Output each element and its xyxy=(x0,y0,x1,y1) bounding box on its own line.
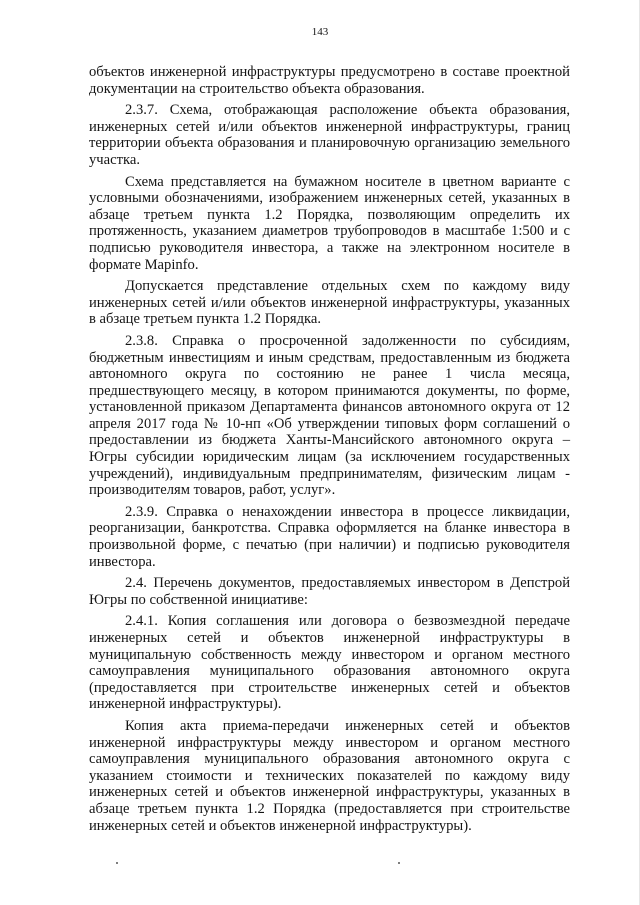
paragraph-2-3-9: 2.3.9. Справка о ненахождении инвестора в процессе ликвидации, реорганизации, банкротства. Справка оформляется на бланке инвестора в произвольной форме, с печатью (при наличии) и подписью руководителя инвестора. xyxy=(89,503,570,570)
paragraph-2-3-7: 2.3.7. Схема, отображающая расположение объекта образования, инженерных сетей и/или объектов инженерной инфраструктуры, границ территории объекта образования и планировочную организацию земельного участка. xyxy=(89,102,570,168)
paragraph-transfer-act: Копия акта приема-передачи инженерных сетей и объектов инженерной инфраструктуры между инвестором и органом местного самоуправления муниципального образования автономного округа с указанием стоимости и технических показателей по каждому виду инженерных сетей и объектов инженерной инфраструктуры, указанных в абзаце третьем пункта 1.2 Порядка (предоставляется при строительстве инженерных сетей и объектов инженерной инфраструктуры). xyxy=(89,717,570,834)
paragraph-2-4: 2.4. Перечень документов, предоставляемых инвестором в Депстрой Югры по собственной инициативе: xyxy=(89,575,570,608)
paragraph-1: объектов инженерной инфраструктуры предусмотрено в составе проектной документации на строительство объекта образования. xyxy=(89,64,570,97)
document-body xyxy=(89,64,570,839)
paragraph-separate-schemes: Допускается представление отдельных схем по каждому виду инженерных сетей и/или объектов инженерной инфраструктуры, указанных в абзаце третьем пункта 1.2 Порядка. xyxy=(89,278,570,328)
page-number: 143 xyxy=(311,26,329,38)
paragraph-2-3-8: 2.3.8. Справка о просроченной задолженности по субсидиям, бюджетным инвестициям и иным средствам, предоставленным из бюджета автономного округа по состоянию не ранее 1 числа месяца, предшествующего месяцу, в котором принимаются документы, по форме, установленной приказом Департамента финансов автономного округа от 12 апреля 2017 года № 10-нп «Об утверждении типовых форм соглашений о предоставлении из бюджета Ханты-Мансийского автономного округа – Югры субсидии юридическим лицам (за исключением государственных учреждений), индивидуальным предпринимателям, физическим лицам - производителям товаров, работ, услуг». xyxy=(89,332,570,499)
paragraph-scheme: Схема представляется на бумажном носителе в цветном варианте с условными обозначениями, изображением инженерных сетей, указанных в абзаце третьем пункта 1.2 Порядка, позволяющим определить их протяженность, указанием диаметров трубопроводов в масштабе 1:500 и с подписью руководителя инвестора, а также на электронном носителе в формате Mapinfo. xyxy=(89,173,570,273)
scan-speck xyxy=(398,862,400,864)
scan-speck xyxy=(116,862,118,864)
paragraph-2-4-1: 2.4.1. Копия соглашения или договора о безвозмездной передаче инженерных сетей и объектов инженерной инфраструктуры в муниципальную собственность между инвестором и органом местного самоуправления муниципального образования автономного округа (предоставляется при строительстве инженерных сетей и объектов инженерной инфраструктуры). xyxy=(89,613,570,713)
